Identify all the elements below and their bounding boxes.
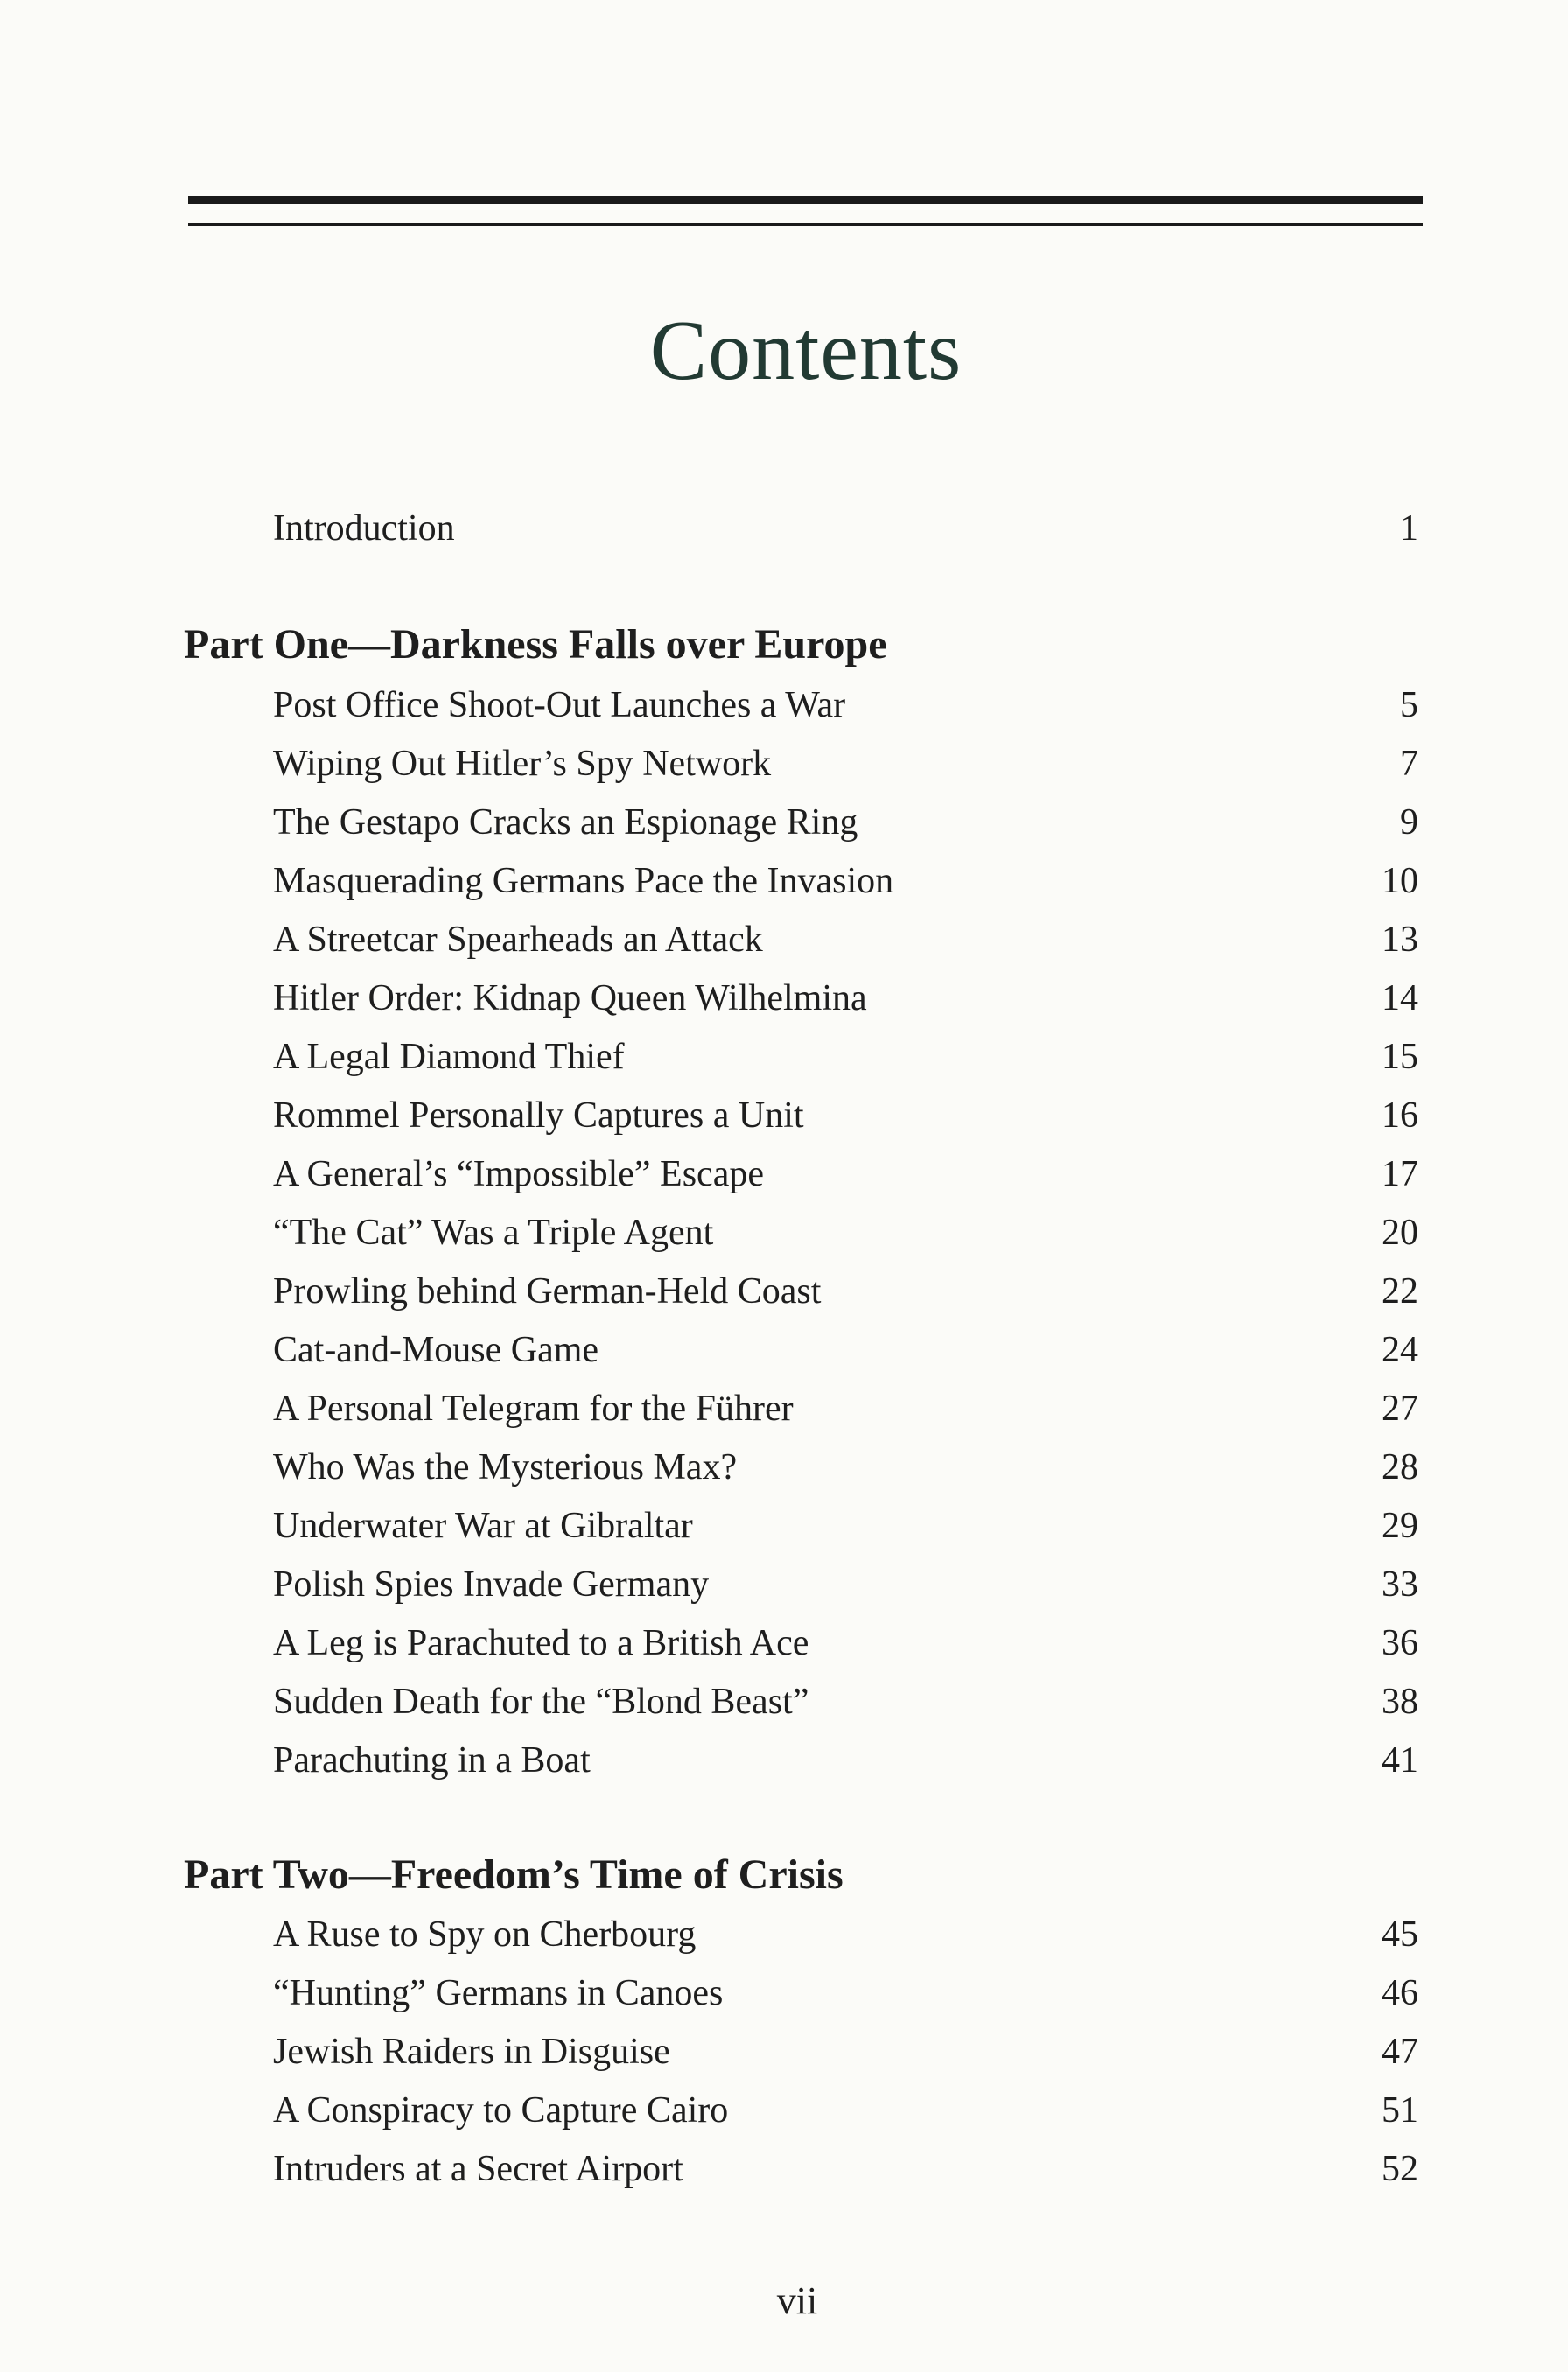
toc-entry-page: 27 (1382, 1389, 1418, 1429)
toc-entry (273, 969, 1418, 1028)
toc-entry-title: Masquerading Germans Pace the Invasion (273, 861, 894, 901)
header-rule-thin (188, 223, 1423, 226)
toc-entry (273, 910, 1418, 969)
toc-entry (273, 1320, 1418, 1380)
toc-entry (273, 1203, 1418, 1263)
toc-entry-title: Who Was the Mysterious Max? (273, 1447, 738, 1487)
toc-entry-title: Jewish Raiders in Disguise (273, 2032, 670, 2072)
toc-entry-page: 33 (1382, 1564, 1418, 1605)
toc-entry-title: A General’s “Impossible” Escape (273, 1154, 764, 1194)
toc-entry-page: 17 (1382, 1154, 1418, 1194)
toc-entry-page: 52 (1382, 2149, 1418, 2189)
toc-entry (273, 1555, 1418, 1614)
toc-entry-page: 14 (1382, 978, 1418, 1018)
toc-entry-title: Hitler Order: Kidnap Queen Wilhelmina (273, 978, 867, 1018)
toc-entry (273, 1086, 1418, 1145)
toc-entry (273, 675, 1418, 735)
toc-entry-title: A Personal Telegram for the Führer (273, 1389, 794, 1429)
toc-entry (273, 734, 1418, 794)
toc-entry-title: Post Office Shoot-Out Launches a War (273, 685, 846, 725)
toc-entry-title: “The Cat” Was a Triple Agent (273, 1213, 714, 1253)
toc-entry-title: A Legal Diamond Thief (273, 1037, 625, 1077)
toc-entry (273, 1496, 1418, 1556)
toc-entry (273, 2139, 1418, 2199)
toc-entry-title: “Hunting” Germans in Canoes (273, 1973, 724, 2013)
toc-entry-page: 41 (1382, 1740, 1418, 1781)
toc-entry (273, 1262, 1418, 1321)
toc-entry-title: Rommel Personally Captures a Unit (273, 1095, 804, 1136)
toc-entry-title: A Leg is Parachuted to a British Ace (273, 1623, 809, 1663)
toc-entry (273, 2022, 1418, 2082)
toc-entry-page: 15 (1382, 1037, 1418, 1077)
toc-entry-page: 10 (1382, 861, 1418, 901)
toc-entry-page: 20 (1382, 1213, 1418, 1253)
toc-entry (273, 1672, 1418, 1732)
toc-entry (273, 1144, 1418, 1204)
toc-entry-title: Prowling behind German-Held Coast (273, 1271, 822, 1312)
toc-entry-page: 22 (1382, 1271, 1418, 1312)
toc-entry-page: 29 (1382, 1506, 1418, 1546)
toc-entry-title: A Streetcar Spearheads an Attack (273, 920, 763, 960)
part-one-heading: Part One—Darkness Falls over Europe (184, 621, 887, 668)
toc-entry-title: Cat-and-Mouse Game (273, 1330, 599, 1370)
toc-entry-page: 28 (1382, 1447, 1418, 1487)
toc-entry-title: Polish Spies Invade Germany (273, 1564, 710, 1605)
toc-entry (273, 1613, 1418, 1673)
toc-entry-page: 9 (1400, 802, 1418, 843)
toc-entry (273, 851, 1418, 911)
part-two-heading: Part Two—Freedom’s Time of Crisis (184, 1851, 844, 1898)
toc-entry-title: Wiping Out Hitler’s Spy Network (273, 744, 772, 784)
toc-entry-title: A Ruse to Spy on Cherbourg (273, 1914, 696, 1955)
toc-entry-title: Sudden Death for the “Blond Beast” (273, 1682, 809, 1722)
toc-entry-title: Introduction (273, 508, 455, 549)
toc-entry-title: Intruders at a Secret Airport (273, 2149, 683, 2189)
toc-entry-title: A Conspiracy to Capture Cairo (273, 2090, 729, 2131)
toc-entry (273, 1905, 1418, 1964)
toc-entry-page: 7 (1400, 744, 1418, 784)
toc-entry-introduction (273, 499, 1418, 558)
toc-entry (273, 1963, 1418, 2023)
toc-entry (273, 793, 1418, 852)
toc-entry-title: The Gestapo Cracks an Espionage Ring (273, 802, 858, 843)
toc-entry-page: 36 (1382, 1623, 1418, 1663)
toc-entry (273, 1438, 1418, 1497)
toc-entry-page: 46 (1382, 1973, 1418, 2013)
toc-entry-page: 1 (1400, 508, 1418, 549)
toc-entry-page: 47 (1382, 2032, 1418, 2072)
toc-entry-page: 13 (1382, 920, 1418, 960)
toc-entry-title: Parachuting in a Boat (273, 1740, 591, 1781)
toc-entry (273, 2081, 1418, 2140)
toc-entry-page: 5 (1400, 685, 1418, 725)
toc-entry-page: 38 (1382, 1682, 1418, 1722)
toc-entry (273, 1027, 1418, 1087)
header-rule-thick (188, 196, 1423, 204)
page-number: vii (776, 2279, 818, 2322)
toc-entry-page: 24 (1382, 1330, 1418, 1370)
toc-entry (273, 1379, 1418, 1438)
toc-entry-page: 16 (1382, 1095, 1418, 1136)
page-title: Contents (649, 304, 962, 398)
toc-entry-title: Underwater War at Gibraltar (273, 1506, 693, 1546)
toc-entry (273, 1731, 1418, 1790)
toc-entry-page: 51 (1382, 2090, 1418, 2131)
toc-entry-page: 45 (1382, 1914, 1418, 1955)
